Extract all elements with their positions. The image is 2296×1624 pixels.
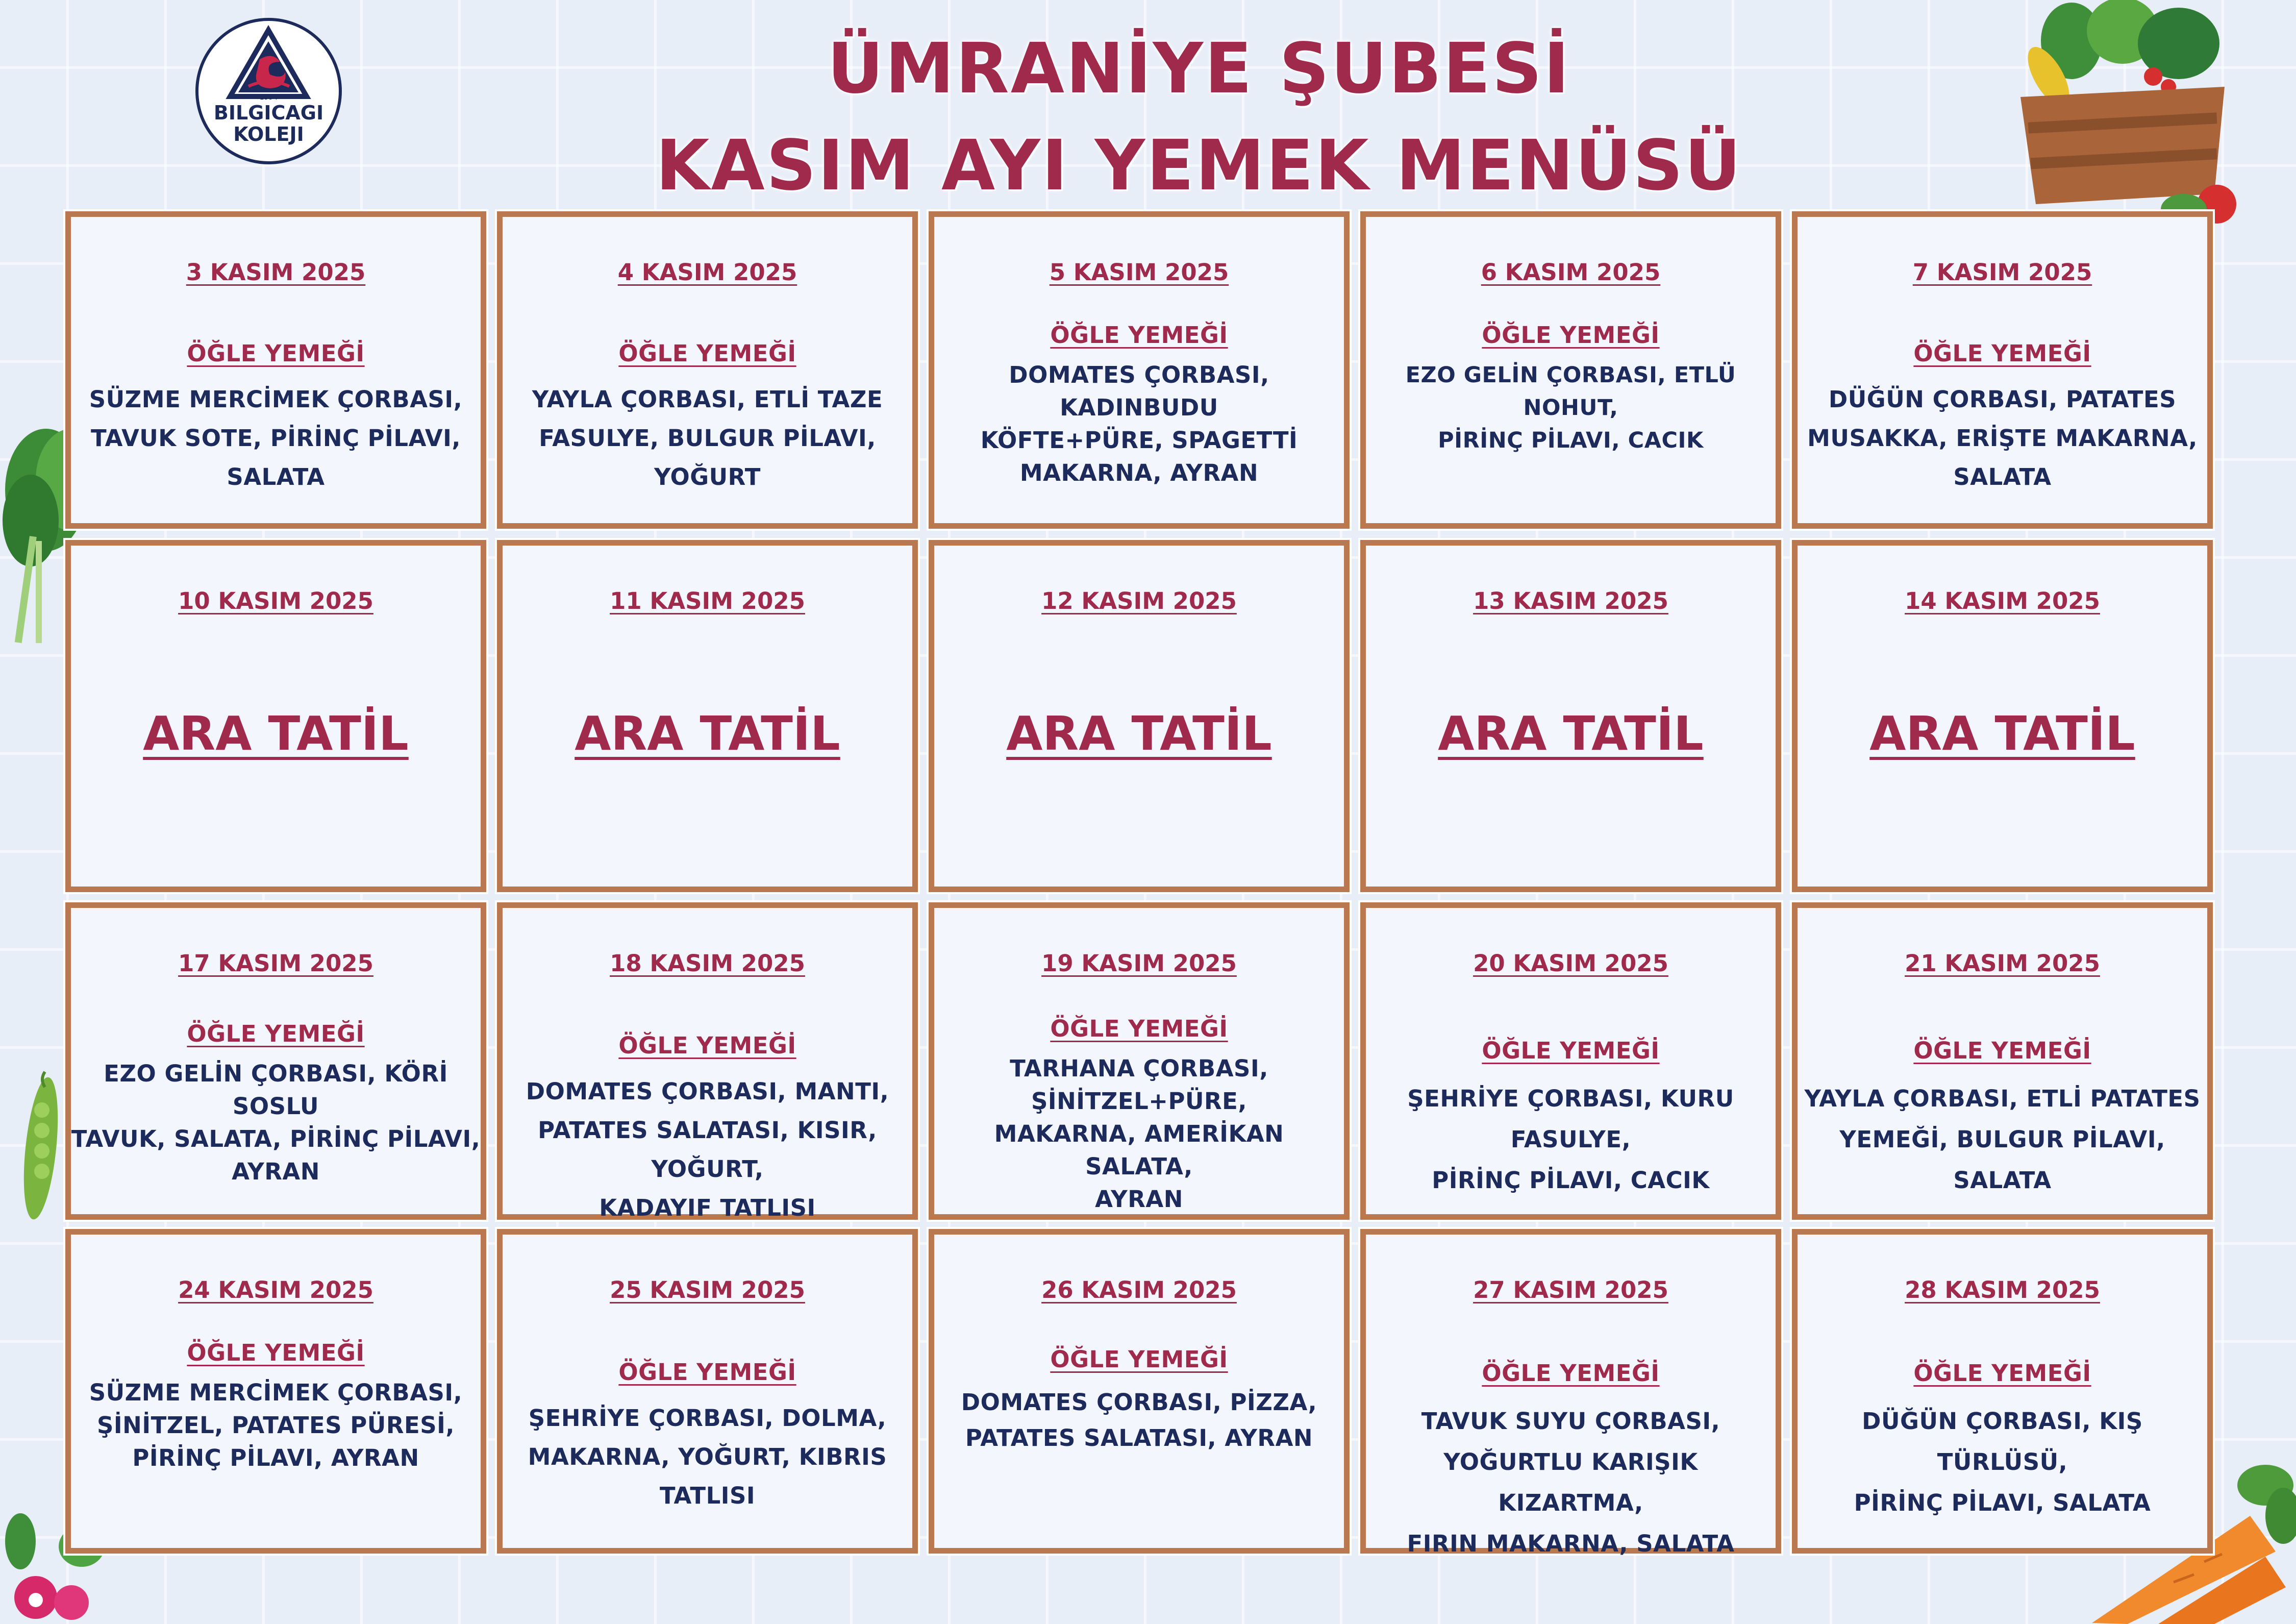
meal-label: ÖĞLE YEMEĞİ — [1913, 1037, 2091, 1064]
day-card — [929, 1229, 1350, 1554]
menu-items: ŞEHRİYE ÇORBASI, DOLMA, MAKARNA, YOĞURT, KIBRIS TATLISI — [528, 1405, 887, 1509]
day-menu — [939, 1013, 1339, 1216]
day-card — [497, 540, 918, 892]
day-card — [65, 211, 486, 529]
day-menu — [508, 1353, 907, 1515]
day-card — [1360, 211, 1781, 529]
menu-items: TAVUK SUYU ÇORBASI, YOĞURTLU KARIŞIK KIZARTMA, FIRIN MAKARNA, SALATA — [1407, 1408, 1735, 1557]
menu-items: EZO GELİN ÇORBASI, KÖRİ SOSLU TAVUK, SALATA, PİRİNÇ PİLAVI, AYRAN — [71, 1060, 481, 1185]
day-date: 12 KASIM 2025 — [1041, 587, 1237, 614]
menu-items: SÜZME MERCİMEK ÇORBASI, TAVUK SOTE, PİRİNÇ PİLAVI, SALATA — [89, 386, 463, 490]
meal-label: ÖĞLE YEMEĞİ — [618, 1032, 796, 1059]
meal-label: ÖĞLE YEMEĞİ — [1482, 1037, 1660, 1064]
day-card — [1792, 1229, 2213, 1554]
day-date: 24 KASIM 2025 — [178, 1276, 373, 1303]
day-card — [497, 211, 918, 529]
day-date: 26 KASIM 2025 — [1041, 1276, 1237, 1303]
day-card — [65, 902, 486, 1220]
day-menu — [1366, 1030, 1776, 1201]
menu-items: YAYLA ÇORBASI, ETLİ PATATES YEMEĞİ, BULGUR PİLAVI, SALATA — [1804, 1085, 2201, 1194]
day-card — [497, 1229, 918, 1554]
holiday-label: ARA TATİL — [1006, 706, 1272, 761]
menu-items: TARHANA ÇORBASI, ŞİNİTZEL+PÜRE, MAKARNA, AMERİKAN SALATA, AYRAN — [994, 1055, 1284, 1213]
menu-items: DÜĞÜN ÇORBASI, KIŞ TÜRLÜSÜ, PİRİNÇ PİLAVI, SALATA — [1854, 1408, 2151, 1516]
meal-label: ÖĞLE YEMEĞİ — [1050, 1346, 1228, 1373]
menu-items: YAYLA ÇORBASI, ETLİ TAZE FASULYE, BULGUR PİLAVI, YOĞURT — [532, 386, 883, 490]
day-date: 14 KASIM 2025 — [1905, 587, 2100, 614]
day-card — [1360, 540, 1781, 892]
title-line-1: ÜMRANİYE ŞUBESİ — [827, 29, 1571, 109]
menu-items: ŞEHRİYE ÇORBASI, KURU FASULYE, PİRİNÇ PİLAVI, CACIK — [1407, 1085, 1734, 1194]
menu-items: DOMATES ÇORBASI, MANTI, PATATES SALATASI, KISIR, YOĞURT, KADAYIF TATLISI — [526, 1078, 889, 1221]
day-menu — [508, 1026, 907, 1227]
meal-label: ÖĞLE YEMEĞİ — [187, 1020, 365, 1047]
logo-year: 1994 — [259, 93, 278, 102]
day-date: 11 KASIM 2025 — [610, 587, 805, 614]
day-date: 25 KASIM 2025 — [610, 1276, 805, 1303]
day-menu — [939, 1342, 1339, 1456]
day-card — [65, 1229, 486, 1554]
day-card — [1360, 902, 1781, 1220]
holiday-label: ARA TATİL — [575, 706, 840, 761]
title-line-2: KASIM AYI YEMEK MENÜSÜ — [656, 126, 1742, 206]
day-menu — [1371, 1353, 1770, 1564]
day-date: 3 KASIM 2025 — [186, 259, 366, 286]
day-card — [929, 540, 1350, 892]
school-logo — [195, 18, 342, 164]
menu-items: DOMATES ÇORBASI, KADINBUDU KÖFTE+PÜRE, SPAGETTİ MAKARNA, AYRAN — [980, 361, 1298, 486]
day-card — [1792, 540, 2213, 892]
day-date: 5 KASIM 2025 — [1049, 259, 1229, 286]
day-card — [497, 902, 918, 1220]
logo-name-line2: KOLEJI — [233, 123, 304, 145]
day-menu — [939, 319, 1339, 489]
day-date: 27 KASIM 2025 — [1473, 1276, 1668, 1303]
day-date: 6 KASIM 2025 — [1481, 259, 1661, 286]
day-menu — [1803, 1353, 2202, 1523]
day-date: 21 KASIM 2025 — [1905, 950, 2100, 977]
day-menu — [1366, 319, 1776, 457]
meal-label: ÖĞLE YEMEĞİ — [187, 340, 365, 367]
meal-label: ÖĞLE YEMEĞİ — [618, 340, 796, 367]
meal-label: ÖĞLE YEMEĞİ — [1050, 1015, 1228, 1042]
day-card — [929, 902, 1350, 1220]
day-date: 7 KASIM 2025 — [1912, 259, 2092, 286]
day-date: 4 KASIM 2025 — [617, 259, 797, 286]
menu-items: DOMATES ÇORBASI, PİZZA, PATATES SALATASI, AYRAN — [961, 1389, 1317, 1451]
day-card — [1792, 902, 2213, 1220]
page-title — [587, 20, 1811, 214]
day-card — [65, 540, 486, 892]
day-date: 13 KASIM 2025 — [1473, 587, 1668, 614]
day-card — [1360, 1229, 1781, 1557]
day-menu — [76, 1337, 476, 1474]
meal-label: ÖĞLE YEMEĞİ — [1482, 322, 1660, 349]
day-date: 17 KASIM 2025 — [178, 950, 373, 977]
meal-label: ÖĞLE YEMEĞİ — [1482, 1360, 1660, 1387]
day-menu — [76, 334, 476, 497]
menu-items: SÜZME MERCİMEK ÇORBASI, ŞİNİTZEL, PATATES PÜRESİ, PİRİNÇ PİLAVI, AYRAN — [89, 1379, 463, 1471]
day-menu — [508, 334, 907, 497]
holiday-label: ARA TATİL — [143, 706, 409, 761]
holiday-label: ARA TATİL — [1869, 706, 2135, 761]
logo-name-line1: BILGICAGI — [213, 102, 324, 124]
meal-label: ÖĞLE YEMEĞİ — [1913, 340, 2091, 367]
day-date: 20 KASIM 2025 — [1473, 950, 1668, 977]
pea-pod-icon — [15, 1062, 66, 1230]
menu-items: EZO GELİN ÇORBASI, ETLÜ NOHUT, PİRİNÇ PİLAVI, CACIK — [1405, 362, 1736, 453]
day-date: 28 KASIM 2025 — [1905, 1276, 2100, 1303]
meal-label: ÖĞLE YEMEĞİ — [618, 1359, 796, 1386]
day-menu — [1803, 334, 2202, 497]
holiday-label: ARA TATİL — [1438, 706, 1704, 761]
day-menu — [71, 1018, 481, 1188]
meal-label: ÖĞLE YEMEĞİ — [187, 1339, 365, 1366]
day-date: 19 KASIM 2025 — [1041, 950, 1237, 977]
day-card — [1792, 211, 2213, 529]
meal-label: ÖĞLE YEMEĞİ — [1913, 1360, 2091, 1387]
menu-items: DÜĞÜN ÇORBASI, PATATES MUSAKKA, ERİŞTE MAKARNA, SALATA — [1807, 386, 2198, 490]
day-menu — [1798, 1030, 2207, 1201]
day-date: 18 KASIM 2025 — [610, 950, 805, 977]
meal-label: ÖĞLE YEMEĞİ — [1050, 322, 1228, 349]
day-card — [929, 211, 1350, 529]
vegetable-crate-icon — [2000, 0, 2245, 245]
day-date: 10 KASIM 2025 — [178, 587, 373, 614]
